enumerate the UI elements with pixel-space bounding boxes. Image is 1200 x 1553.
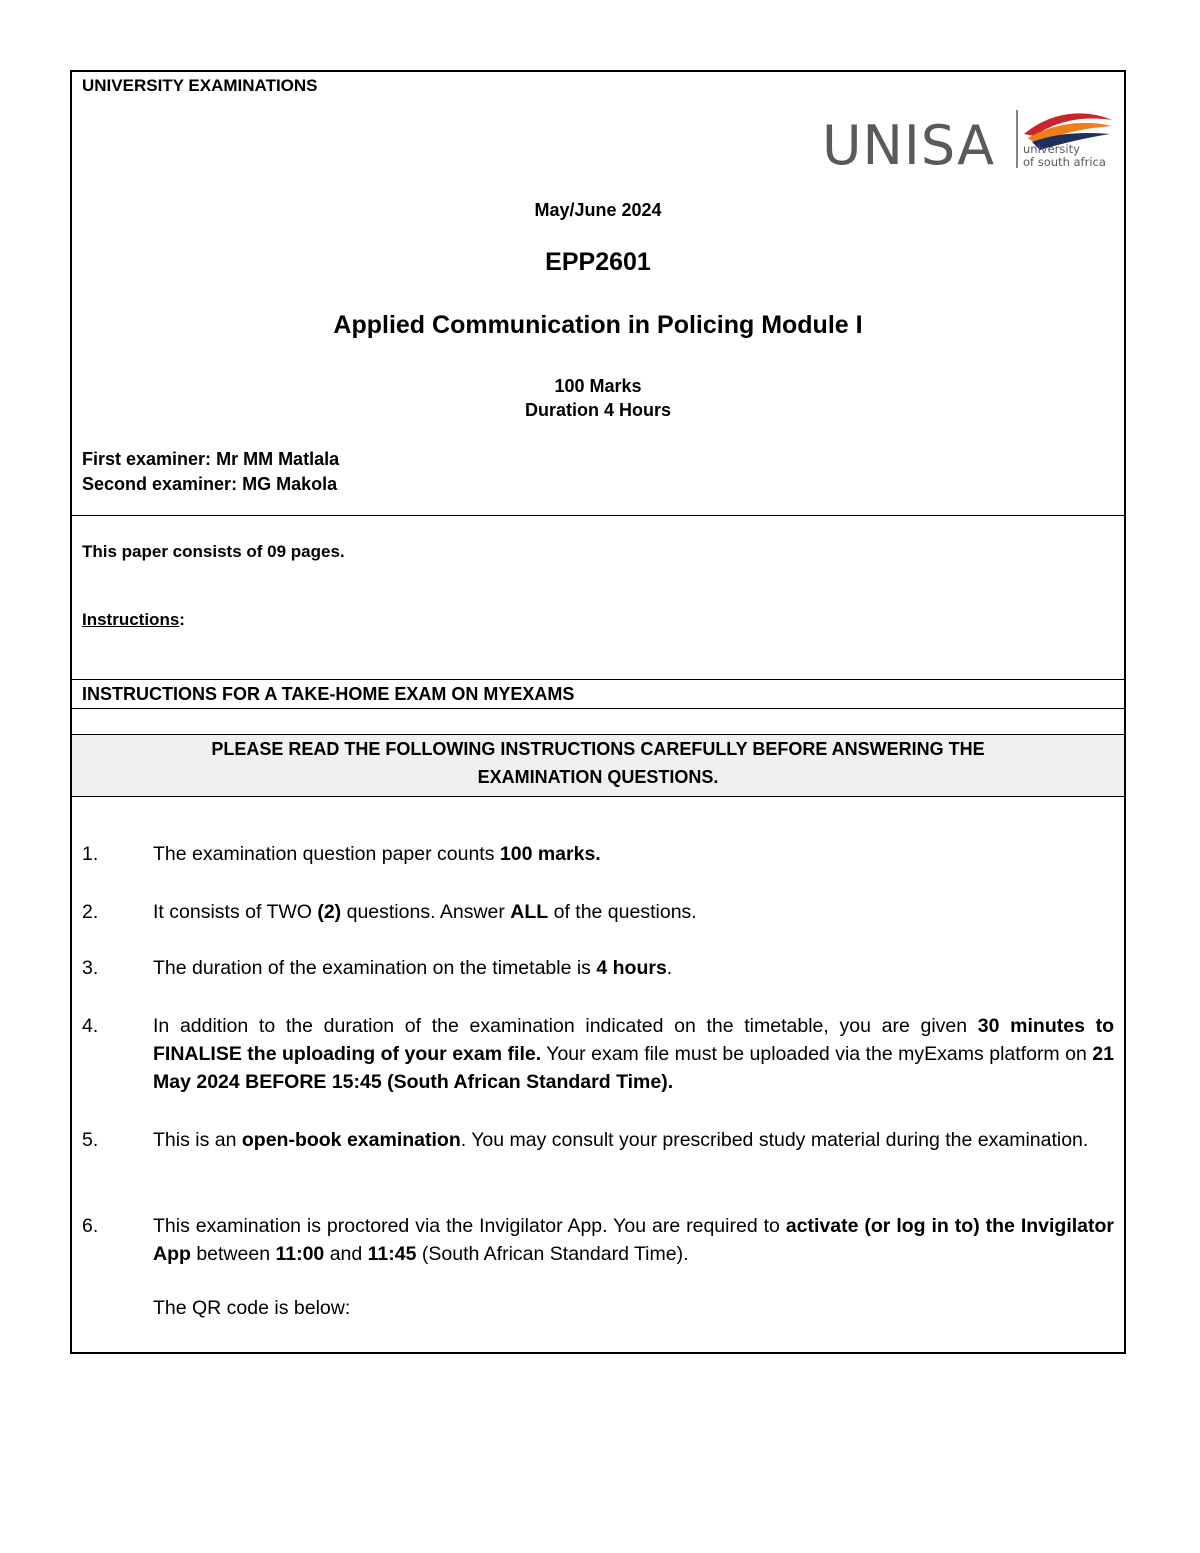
instruction-emphasis: 30 minutes to FINALISE the uploading of your exam file. xyxy=(153,1015,1115,1065)
second-examiner xyxy=(82,474,337,495)
instruction-emphasis: 11:45 xyxy=(367,1243,417,1265)
page-count: This paper consists of 09 pages. xyxy=(82,542,345,561)
instruction-segment: of the questions. xyxy=(548,901,697,923)
instruction-text xyxy=(153,840,1114,868)
instruction-segment: Your exam file must be uploaded via the myExams platform on xyxy=(541,1043,1093,1065)
instruction-number: 5. xyxy=(82,1129,99,1151)
instruction-segment: This is an xyxy=(153,1129,242,1151)
instruction-segment: The duration of the examination on the timetable is xyxy=(153,957,597,979)
instruction-text xyxy=(153,1212,1114,1268)
instruction-emphasis: 4 hours xyxy=(596,957,667,979)
banner-line-1: PLEASE READ THE FOLLOWING INSTRUCTIONS CAREFULLY BEFORE ANSWERING THE xyxy=(211,739,985,759)
divider xyxy=(72,515,1124,516)
instruction-segment: It consists of TWO xyxy=(153,901,318,923)
instruction-text xyxy=(153,1126,1114,1154)
instruction-segment: In addition to the duration of the examination indicated on the timetable, you are given xyxy=(153,1015,978,1037)
instruction-emphasis: 11:00 xyxy=(275,1243,325,1265)
instruction-item xyxy=(82,1012,1114,1096)
exam-duration: Duration 4 Hours xyxy=(524,400,671,420)
instruction-segment: (South African Standard Time). xyxy=(416,1243,689,1265)
exam-session: May/June 2024 xyxy=(534,200,662,220)
instruction-item xyxy=(82,840,1114,868)
instruction-number: 6. xyxy=(82,1215,99,1237)
logo-sub-university: university xyxy=(1023,142,1080,156)
first-examiner-label: First examiner: xyxy=(82,449,212,469)
instruction-item xyxy=(82,898,1114,926)
instructions-heading xyxy=(82,610,185,630)
first-examiner-name: Mr MM Matlala xyxy=(216,449,340,469)
read-instructions-banner xyxy=(72,735,1124,796)
instruction-emphasis: open-book examination xyxy=(241,1129,461,1151)
instruction-text xyxy=(153,1012,1114,1096)
total-marks: 100 Marks xyxy=(554,376,642,396)
takehome-heading: INSTRUCTIONS FOR A TAKE-HOME EXAM ON MYEXAMS xyxy=(82,684,575,704)
instructions-label: Instructions xyxy=(82,610,180,629)
instruction-segment: between xyxy=(190,1243,276,1265)
instruction-item xyxy=(82,1212,1114,1268)
instruction-text xyxy=(153,954,1114,982)
instruction-item xyxy=(82,1126,1114,1154)
instruction-item xyxy=(82,954,1114,982)
instruction-segment: . You may consult your prescribed study material during the examination. xyxy=(460,1129,1089,1151)
instruction-emphasis: 21 May 2024 BEFORE 15:45 (South African Standard Time). xyxy=(153,1043,1114,1093)
divider xyxy=(72,679,1124,680)
divider xyxy=(72,796,1124,797)
second-examiner-label: Second examiner: xyxy=(82,474,238,494)
instruction-emphasis: ALL xyxy=(510,901,549,923)
instruction-segment: questions. Answer xyxy=(341,901,511,923)
first-examiner xyxy=(82,449,339,470)
logo-sub-south-africa: of south africa xyxy=(1023,155,1106,169)
unisa-logo xyxy=(822,106,1122,176)
instruction-emphasis: (2) xyxy=(317,901,342,923)
instruction-number: 1. xyxy=(82,843,99,865)
second-examiner-name: MG Makola xyxy=(242,474,338,494)
instruction-text xyxy=(153,898,1114,926)
logo-wordmark: UNISA xyxy=(822,114,996,176)
instruction-number: 2. xyxy=(82,901,99,923)
instruction-segment: and xyxy=(324,1243,368,1265)
instruction-segment: The examination question paper counts xyxy=(153,843,500,865)
instruction-number: 4. xyxy=(82,1015,99,1037)
module-code: EPP2601 xyxy=(545,248,651,276)
instructions-colon: : xyxy=(179,610,185,629)
instruction-segment: This examination is proctored via the Invigilator App. You are required to xyxy=(153,1215,786,1237)
instruction-emphasis: 100 marks. xyxy=(499,843,601,865)
university-examinations-label: UNIVERSITY EXAMINATIONS xyxy=(82,76,318,95)
instruction-segment: . xyxy=(666,957,673,979)
instruction-number: 3. xyxy=(82,957,99,979)
banner-line-2: EXAMINATION QUESTIONS. xyxy=(477,767,719,787)
exam-cover-frame xyxy=(70,70,1126,1354)
module-title: Applied Communication in Policing Module I xyxy=(333,311,863,339)
instruction-emphasis: activate (or log in to) the Invigilator App xyxy=(153,1215,1114,1265)
divider xyxy=(72,708,1124,709)
qr-note: The QR code is below: xyxy=(153,1297,351,1319)
